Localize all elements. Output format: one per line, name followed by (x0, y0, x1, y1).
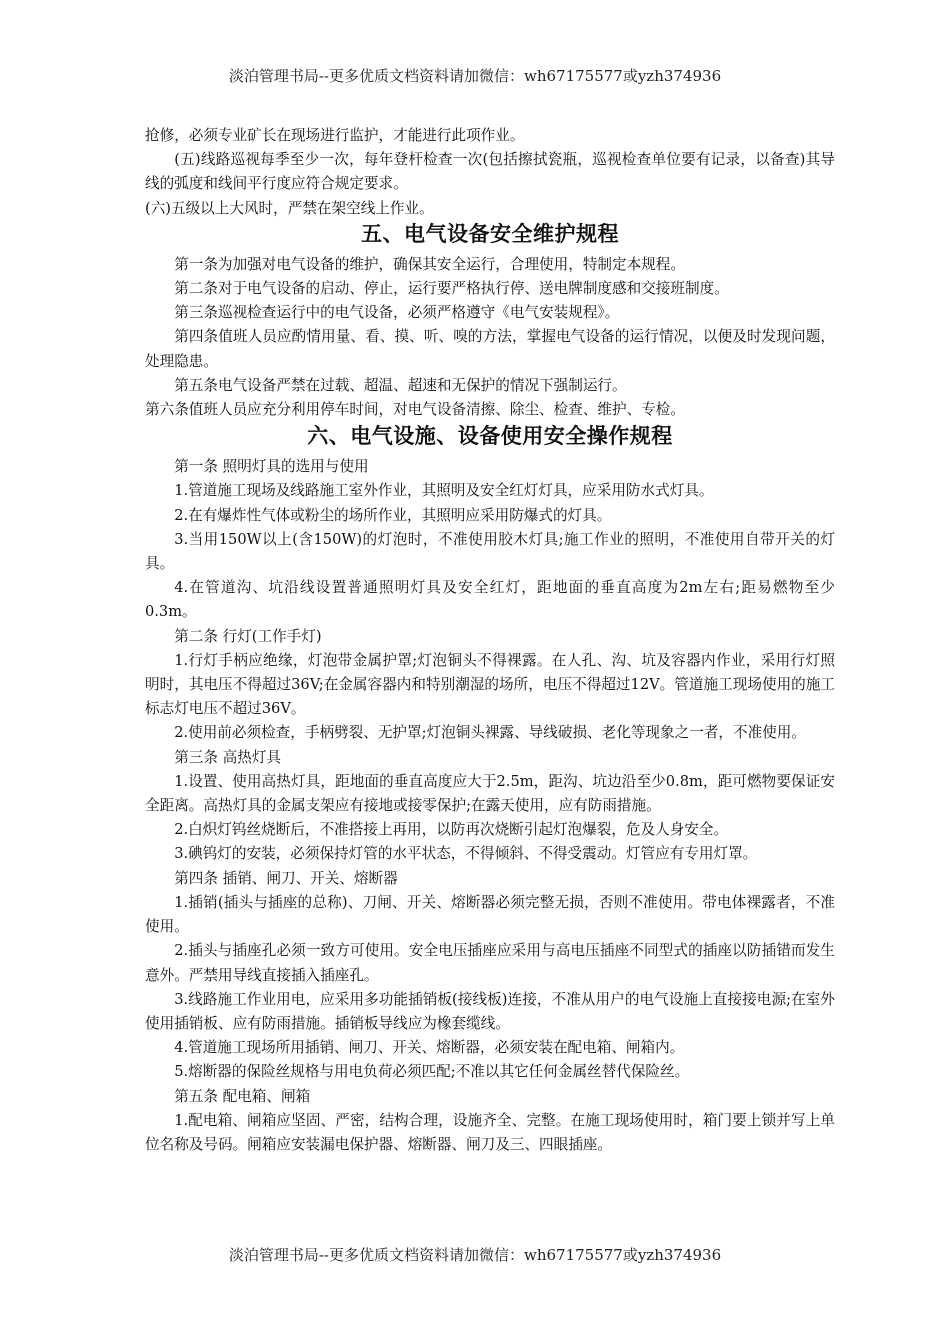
paragraph: 1.管道施工现场及线路施工室外作业，其照明及安全红灯灯具，应采用防水式灯具。 (174, 482, 714, 500)
paragraph: 1.设置、使用高热灯具，距地面的垂直高度应大于2.5m，距沟、坑边沿至少0.8m，距可燃物要保证安全距离。高热灯具的金属支架应有接地或接零保护;在露天使用，应有防雨措施。 (145, 772, 835, 815)
paragraph: 第六条值班人员应充分利用停车时间，对电气设备清擦、除尘、检查、维护、专检。 (145, 401, 685, 419)
article-heading: 第一条 照明灯具的选用与使用 (174, 458, 369, 476)
paragraph: 2.白炽灯钨丝烧断后，不准搭接上再用，以防再次烧断引起灯泡爆裂，危及人身安全。 (174, 821, 729, 839)
paragraph: 1.配电箱、闸箱应坚固、严密，结构合理，设施齐全、完整。在施工现场使用时，箱门要上锁并写上单位名称及号码。闸箱应安装漏电保护器、熔断器、闸刀及三、四眼插座。 (145, 1111, 835, 1153)
paragraph: (六)五级以上大风时，严禁在架空线上作业。 (145, 199, 434, 217)
article-heading: 第三条 高热灯具 (174, 748, 281, 766)
section-5-title: 五、电气设备安全维护规程 (361, 220, 619, 246)
paragraph: 第五条电气设备严禁在过载、超温、超速和无保护的情况下强制运行。 (174, 376, 627, 394)
page-footer: 淡泊管理书局--更多优质文档资料请加微信：wh67175577或yzh374936 (228, 1246, 722, 1264)
document-body (145, 124, 835, 1157)
paragraph: 第三条巡视检查运行中的电气设备，必须严格遵守《电气安装规程》。 (174, 304, 620, 322)
paragraph: 第二条对于电气设备的启动、停止，运行要严格执行停、送电牌制度感和交接班制度。 (174, 280, 729, 298)
paragraph: 抢修，必须专业矿长在现场进行监护，才能进行此项作业。 (145, 127, 525, 144)
article-heading: 第五条 配电箱、闸箱 (174, 1087, 311, 1105)
paragraph: 第一条为加强对电气设备的维护，确保其安全运行，合理使用，特制定本规程。 (174, 255, 685, 273)
paragraph: (五)线路巡视每季至少一次，每年登杆检查一次(包括擦拭瓷瓶，巡视检查单位要有记录，以备查)其导线的弧度和线间平行度应符合规定要求。 (145, 151, 835, 193)
article-heading: 第四条 插销、闸刀、开关、熔断器 (174, 869, 398, 887)
paragraph: 3.碘钨灯的安装，必须保持灯管的水平状态，不得倾斜、不得受震动。灯管应有专用灯罩。 (174, 845, 758, 863)
paragraph: 1.插销(插头与插座的总称)、刀闸、开关、熔断器必须完整无损，否则不准使用。带电体裸露者，不准使用。 (145, 893, 835, 936)
paragraph: 2.使用前必须检查，手柄劈裂、无护罩;灯泡铜头裸露、导线破损、老化等现象之一者，不准使用。 (174, 724, 806, 742)
section-6-title: 六、电气设施、设备使用安全操作规程 (307, 423, 673, 449)
paragraph: 2.在有爆炸性气体或粉尘的场所作业，其照明应采用防爆式的灯具。 (174, 506, 612, 524)
article-heading: 第二条 行灯(工作手灯) (174, 627, 322, 645)
paragraph: 1.行灯手柄应绝缘，灯泡带金属护罩;灯泡铜头不得裸露。在人孔、沟、坑及容器内作业，采用行灯照明时，其电压不得超过36V;在金属容器内和特别潮湿的场所，电压不得超过12V。管道施工现场使用的施工标志灯电压不超过36V。 (145, 651, 835, 718)
page-header: 淡泊管理书局--更多优质文档资料请加微信：wh67175577或yzh374936 (228, 67, 722, 85)
paragraph: 4.在管道沟、坑沿线设置普通照明灯具及安全红灯，距地面的垂直高度为2m左右;距易燃物至少0.3m。 (145, 579, 835, 621)
paragraph: 第四条值班人员应酌情用量、看、摸、听、嗅的方法，掌握电气设备的运行情况，以便及时发现问题，处理隐患。 (145, 328, 835, 370)
paragraph: 3.线路施工作业用电，应采用多功能插销板(接线板)连接，不准从用户的电气设施上直接接电源;在室外使用插销板、应有防雨措施。插销板导线应为橡套缆线。 (145, 990, 835, 1032)
paragraph: 2.插头与插座孔必须一致方可使用。安全电压插座应采用与高电压插座不同型式的插座以防插错而发生意外。严禁用导线直接插入插座孔。 (145, 942, 835, 984)
paragraph: 5.熔断器的保险丝规格与用电负荷必须匹配;不准以其它任何金属丝替代保险丝。 (174, 1063, 690, 1081)
paragraph: 3.当用150W以上(含150W)的灯泡时，不准使用胶木灯具;施工作业的照明，不准使用自带开关的灯具。 (145, 530, 835, 573)
paragraph: 4.管道施工现场所用插销、闸刀、开关、熔断器，必须安装在配电箱、闸箱内。 (174, 1039, 685, 1057)
